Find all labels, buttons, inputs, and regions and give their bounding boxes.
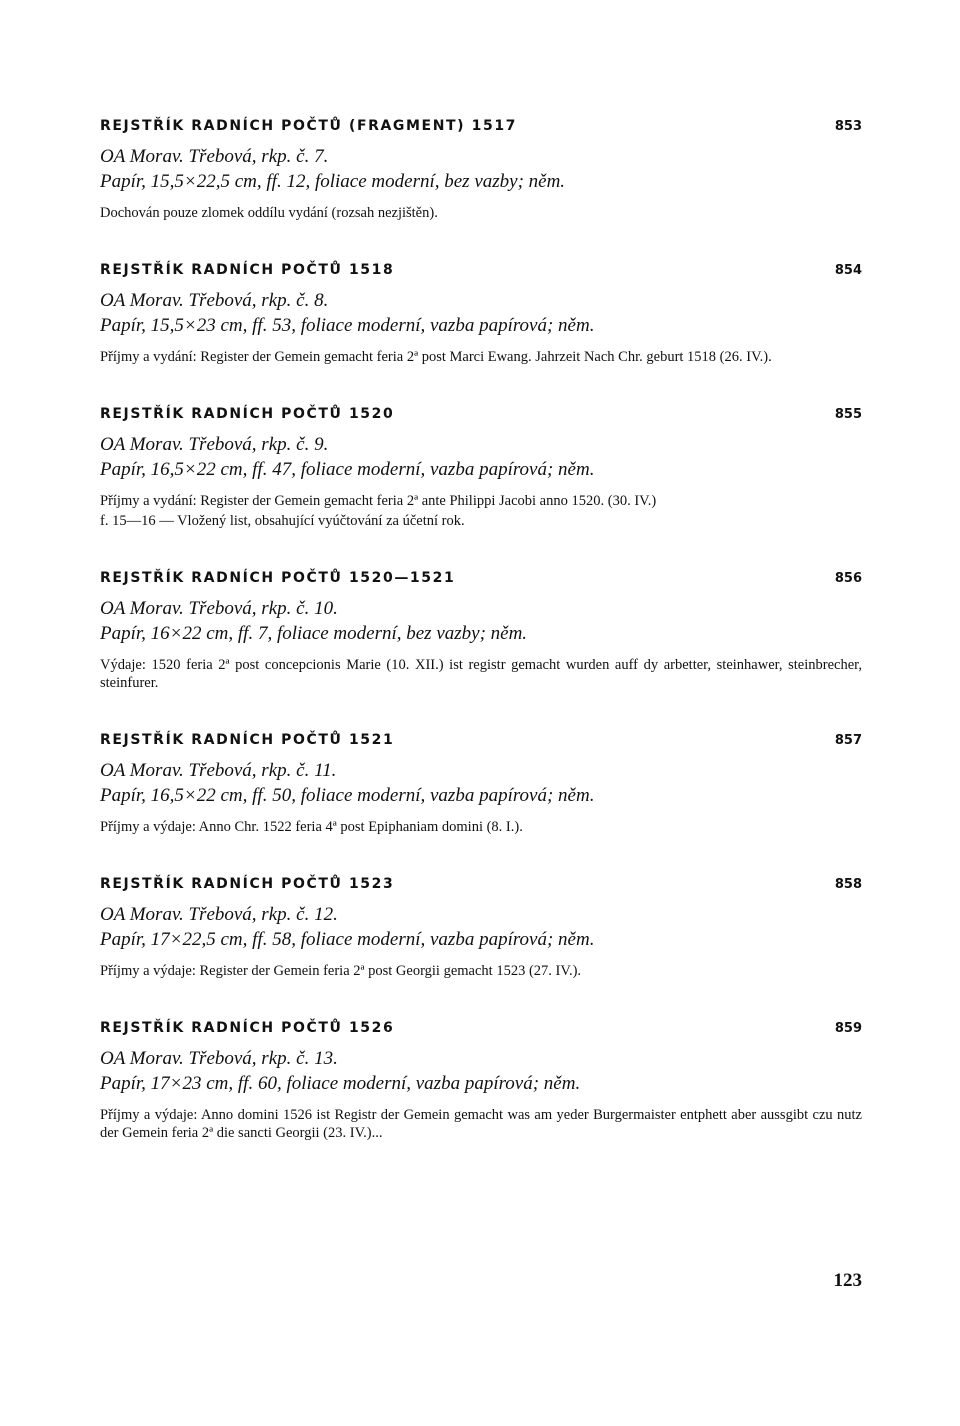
entry-heading-row: [100, 406, 862, 422]
entry-855: [100, 406, 862, 530]
entry-856: [100, 570, 862, 692]
entry-859: [100, 1020, 862, 1142]
entry-content-note: Dochován pouze zlomek oddílu vydání (rozsah nezjištěn).: [100, 205, 438, 221]
entry-heading-row: [100, 1020, 862, 1036]
page-number: 123: [833, 1270, 862, 1291]
entry-folio-note: f. 15—16 — Vložený list, obsahující vyúčtování za účetní rok.: [100, 513, 465, 529]
entry-heading-row: [100, 732, 862, 748]
entry-858: [100, 876, 862, 980]
entry-content-note: Příjmy a výdaje: Anno domini 1526 ist Registr der Gemein gemacht was am yeder Burgermaister entphett aber aussgibt czu nutz der Gemein feria 2ª die sancti Georgii (23. IV.)...: [100, 1107, 862, 1141]
entry-title: REJSTŘÍK RADNÍCH POČTŮ 1520—1521: [100, 570, 456, 586]
entry-title: REJSTŘÍK RADNÍCH POČTŮ 1523: [100, 876, 395, 892]
entry-title: REJSTŘÍK RADNÍCH POČTŮ 1526: [100, 1020, 395, 1036]
entry-archive-reference: OA Morav. Třebová, rkp. č. 7.: [100, 146, 329, 167]
entry-content-note: Příjmy a výdaje: Anno Chr. 1522 feria 4ª post Epiphaniam domini (8. I.).: [100, 819, 523, 835]
entry-number: 858: [834, 877, 862, 892]
entry-archive-reference: OA Morav. Třebová, rkp. č. 12.: [100, 904, 338, 925]
catalogue-page: [100, 118, 862, 1182]
entry-number: 854: [834, 263, 862, 278]
entry-archive-reference: OA Morav. Třebová, rkp. č. 11.: [100, 760, 337, 781]
entry-content-note: Výdaje: 1520 feria 2ª post concepcionis Marie (10. XII.) ist registr gemacht wurden auff dy arbetter, steinhawer, steinbrecher, steinfurer.: [100, 657, 862, 691]
entry-physical-description: Papír, 17×23 cm, ff. 60, foliace moderní, vazba papírová; něm.: [100, 1073, 581, 1094]
entry-title: REJSTŘÍK RADNÍCH POČTŮ 1518: [100, 262, 395, 278]
entry-physical-description: Papír, 17×22,5 cm, ff. 58, foliace moderní, vazba papírová; něm.: [100, 929, 595, 950]
entry-853: [100, 118, 862, 222]
entry-857: [100, 732, 862, 836]
entry-title: REJSTŘÍK RADNÍCH POČTŮ (FRAGMENT) 1517: [100, 118, 518, 134]
entry-physical-description: Papír, 15,5×23 cm, ff. 53, foliace moderní, vazba papírová; něm.: [100, 315, 595, 336]
entry-854: [100, 262, 862, 366]
entry-physical-description: Papír, 16×22 cm, ff. 7, foliace moderní, bez vazby; něm.: [100, 623, 528, 644]
entry-number: 859: [834, 1021, 862, 1036]
entry-physical-description: Papír, 15,5×22,5 cm, ff. 12, foliace moderní, bez vazby; něm.: [100, 171, 566, 192]
entry-archive-reference: OA Morav. Třebová, rkp. č. 13.: [100, 1048, 338, 1069]
entry-number: 856: [834, 571, 862, 586]
entry-content-note: Příjmy a výdaje: Register der Gemein feria 2ª post Georgii gemacht 1523 (27. IV.).: [100, 963, 582, 979]
entry-physical-description: Papír, 16,5×22 cm, ff. 50, foliace moderní, vazba papírová; něm.: [100, 785, 595, 806]
entry-archive-reference: OA Morav. Třebová, rkp. č. 8.: [100, 290, 329, 311]
entry-title: REJSTŘÍK RADNÍCH POČTŮ 1520: [100, 406, 395, 422]
entry-archive-reference: OA Morav. Třebová, rkp. č. 9.: [100, 434, 329, 455]
entry-number: 853: [834, 119, 862, 134]
entry-number: 855: [834, 407, 862, 422]
entry-heading-row: [100, 570, 862, 586]
entry-physical-description: Papír, 16,5×22 cm, ff. 47, foliace moderní, vazba papírová; něm.: [100, 459, 595, 480]
entry-archive-reference: OA Morav. Třebová, rkp. č. 10.: [100, 598, 338, 619]
entry-heading-row: [100, 118, 862, 134]
entry-title: REJSTŘÍK RADNÍCH POČTŮ 1521: [100, 732, 395, 748]
entry-content-note: Příjmy a vydání: Register der Gemein gemacht feria 2ª post Marci Ewang. Jahrzeit Nach Chr. geburt 1518 (26. IV.).: [100, 349, 772, 365]
entry-heading-row: [100, 262, 862, 278]
entry-number: 857: [834, 733, 862, 748]
entry-content-note: Příjmy a vydání: Register der Gemein gemacht feria 2ª ante Philippi Jacobi anno 1520. (30. IV.): [100, 493, 657, 509]
entry-heading-row: [100, 876, 862, 892]
